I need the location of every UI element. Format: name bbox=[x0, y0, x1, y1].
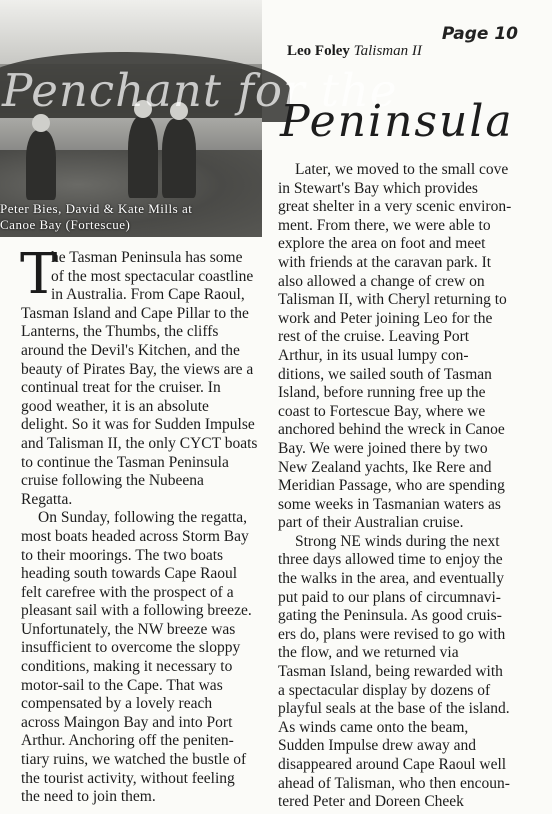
text-line: great shelter in a very scenic environ- bbox=[278, 198, 512, 216]
text-line: motor-sail to the Cape. That was bbox=[21, 676, 223, 694]
title-peninsula: Peninsula bbox=[280, 96, 514, 147]
text-line: ditions, we sailed south of Tasman bbox=[278, 365, 492, 383]
text-line: Sudden Impulse drew away and bbox=[278, 737, 477, 755]
text-line: Bay. We were joined there by two bbox=[278, 439, 488, 457]
text-line: rest of the cruise. Leaving Port bbox=[278, 328, 470, 346]
text-line: he Tasman Peninsula has some bbox=[51, 249, 243, 266]
text-line: work and Peter joining Leo for the bbox=[278, 309, 493, 327]
text-line: insufficient to overcome the sloppy bbox=[21, 639, 241, 657]
drop-cap: T bbox=[20, 242, 58, 307]
text-line: three days allowed time to enjoy the bbox=[278, 551, 503, 569]
text-line: the need to join them. bbox=[21, 788, 156, 806]
text-line: continual treat for the cruiser. In bbox=[21, 379, 221, 397]
text-line: anchored behind the wreck in Canoe bbox=[278, 421, 505, 439]
text-line: Tasman Island, being rewarded with bbox=[278, 663, 503, 681]
text-line: a spectacular display by dozens of bbox=[278, 681, 491, 699]
text-line: Arthur, in its usual lumpy con- bbox=[278, 346, 469, 364]
text-line: Arthur. Anchoring off the peniten- bbox=[21, 732, 234, 750]
text-line: As winds came onto the beam, bbox=[278, 718, 469, 736]
photo-person bbox=[26, 130, 56, 200]
text-line: disappeared around Cape Raoul well bbox=[278, 756, 507, 773]
text-line: Island, before running free up the bbox=[278, 384, 486, 402]
photo-person bbox=[128, 116, 158, 198]
photo-caption bbox=[0, 201, 262, 233]
text-line: to their moorings. The two boats bbox=[21, 546, 224, 564]
text-line: Regatta. bbox=[21, 490, 73, 508]
text-line: ers do, plans were revised to go with bbox=[278, 625, 506, 643]
text-line: put paid to our plans of circumnavi- bbox=[278, 588, 501, 606]
text-line: gating the Peninsula. As good cruis- bbox=[278, 607, 502, 625]
article-column-right bbox=[278, 161, 518, 812]
text-line: beauty of Pirates Bay, the views are a bbox=[21, 360, 254, 378]
text-line: tered Peter and Doreen Cheek bbox=[278, 793, 464, 811]
caption-line: Canoe Bay (Fortescue) bbox=[0, 217, 131, 232]
text-line: Strong NE winds during the next bbox=[295, 532, 500, 550]
text-line: the flow, and we returned via bbox=[278, 644, 459, 662]
text-line: around the Devil's Kitchen, and the bbox=[21, 341, 240, 359]
text-line: Meridian Passage, who are spending bbox=[278, 477, 505, 495]
text-line: part of their Australian cruise. bbox=[278, 514, 464, 532]
text-line: On Sunday, following the regatta, bbox=[38, 509, 248, 527]
text-line: New Zealand yachts, Ike Rere and bbox=[278, 458, 492, 476]
text-line: felt carefree with the prospect of a bbox=[21, 583, 234, 601]
text-line: delight. So it was for Sudden Impulse bbox=[21, 416, 255, 434]
text-line: in Australia. From Cape Raoul, bbox=[51, 286, 245, 304]
text-line: compensated by a lovely reach bbox=[21, 695, 213, 713]
page-number: Page 10 bbox=[441, 24, 518, 44]
text-line: Tasman Island and Cape Pillar to the bbox=[21, 304, 249, 322]
text-line: the walks in the area, and eventually bbox=[278, 570, 504, 588]
text-line: playful seals at the base of the island. bbox=[278, 700, 510, 718]
text-line: to continue the Tasman Peninsula bbox=[21, 453, 229, 471]
text-line: the tourist activity, without feeling bbox=[21, 769, 235, 787]
photo-person bbox=[162, 118, 196, 198]
title-overlay: Penchant for the bbox=[2, 64, 398, 117]
author-name: Leo Foley bbox=[287, 43, 350, 59]
text-line: across Maingon Bay and into Port bbox=[21, 713, 233, 731]
text-line: coast to Fortescue Bay, where we bbox=[278, 402, 486, 420]
text-line: pleasant sail with a following breeze. bbox=[21, 602, 252, 620]
byline bbox=[287, 43, 422, 60]
text-line: in Stewart's Bay which provides bbox=[278, 179, 478, 197]
text-line: also allowed a change of crew on bbox=[278, 272, 485, 290]
text-line: cruise following the Nubeena bbox=[21, 472, 204, 490]
text-line: ment. From there, we were able to bbox=[278, 216, 491, 234]
text-line: Lanterns, the Thumbs, the cliffs bbox=[21, 323, 219, 341]
text-line: ahead of Talisman, who then encoun- bbox=[278, 774, 510, 792]
text-line: explore the area on foot and meet bbox=[278, 235, 486, 253]
article-column-left bbox=[20, 242, 260, 807]
text-line: most boats headed across Storm Bay bbox=[21, 527, 249, 545]
text-line: heading south towards Cape Raoul bbox=[21, 565, 238, 583]
text-line: Later, we moved to the small cove bbox=[295, 161, 509, 178]
text-line: tiary ruins, we watched the bustle of bbox=[21, 751, 247, 769]
text-line: with friends at the caravan park. It bbox=[278, 253, 492, 271]
text-line: good weather, it is an absolute bbox=[21, 397, 209, 415]
text-line: conditions, making it necessary to bbox=[21, 658, 233, 676]
text-line: Unfortunately, the NW breeze was bbox=[21, 620, 236, 638]
text-line: of the most spectacular coastline bbox=[51, 267, 254, 285]
boat-name: Talisman II bbox=[353, 43, 422, 59]
text-line: some weeks in Tasmanian waters as bbox=[278, 495, 501, 513]
text-line: and Talisman II, the only CYCT boats bbox=[21, 434, 258, 452]
text-line: Talisman II, with Cheryl returning to bbox=[278, 291, 507, 309]
caption-line: Peter Bies, David & Kate Mills at bbox=[0, 201, 193, 216]
